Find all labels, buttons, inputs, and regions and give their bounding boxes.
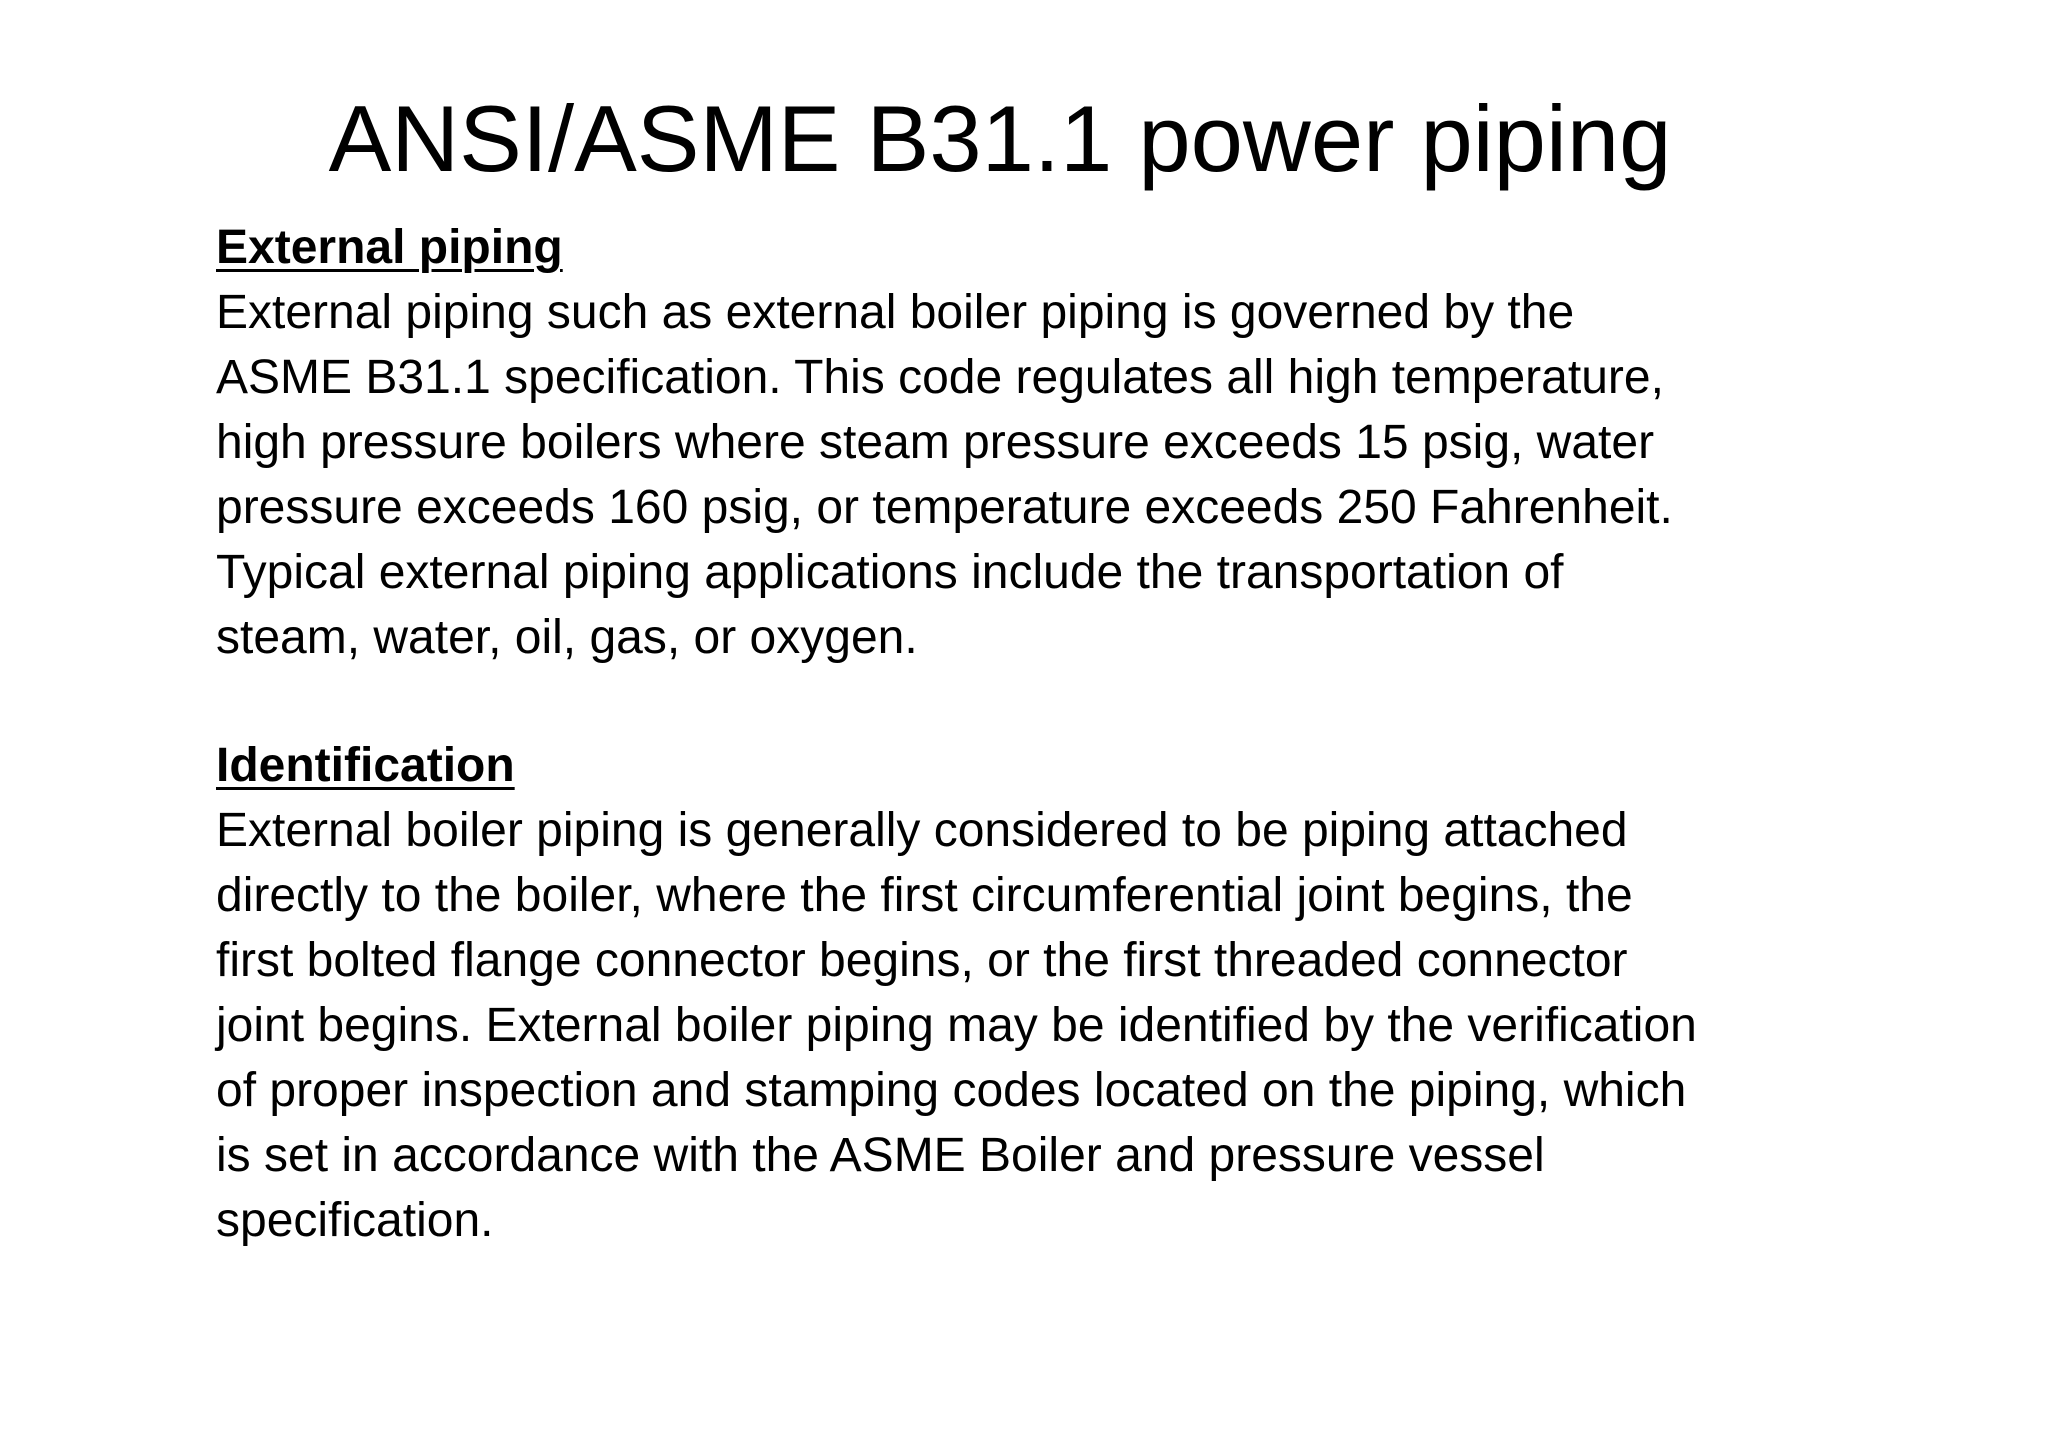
paragraph-line: is set in accordance with the ASME Boiler and pressure vessel <box>216 1129 1545 1182</box>
paragraph-line: joint begins. External boiler piping may be identified by the verification <box>216 999 1697 1052</box>
paragraph-line: of proper inspection and stamping codes located on the piping, which <box>216 1064 1687 1117</box>
section-external-piping <box>216 216 1916 670</box>
paragraph-line: Typical external piping applications include the transportation of <box>216 546 1564 599</box>
paragraph-line: pressure exceeds 160 psig, or temperature exceeds 250 Fahrenheit. <box>216 481 1673 534</box>
paragraph-line: External piping such as external boiler piping is governed by the <box>216 286 1575 339</box>
section-identification <box>216 734 1916 1253</box>
paragraph-line: steam, water, oil, gas, or oxygen. <box>216 611 918 664</box>
section-heading: External piping <box>216 221 563 274</box>
paragraph-line: ASME B31.1 specification. This code regulates all high temperature, <box>216 351 1664 404</box>
paragraph-line: high pressure boilers where steam pressure exceeds 15 psig, water <box>216 416 1655 469</box>
section-heading: Identification <box>216 739 515 792</box>
paragraph-line: External boiler piping is generally considered to be piping attached <box>216 804 1628 857</box>
slide-content <box>216 216 1916 1253</box>
paragraph-line: specification. <box>216 1194 494 1247</box>
paragraph-line: directly to the boiler, where the first circumferential joint begins, the <box>216 869 1633 922</box>
slide-title: ANSI/ASME B31.1 power piping <box>328 86 1672 191</box>
paragraph-line: first bolted flange connector begins, or the first threaded connector <box>216 934 1628 987</box>
